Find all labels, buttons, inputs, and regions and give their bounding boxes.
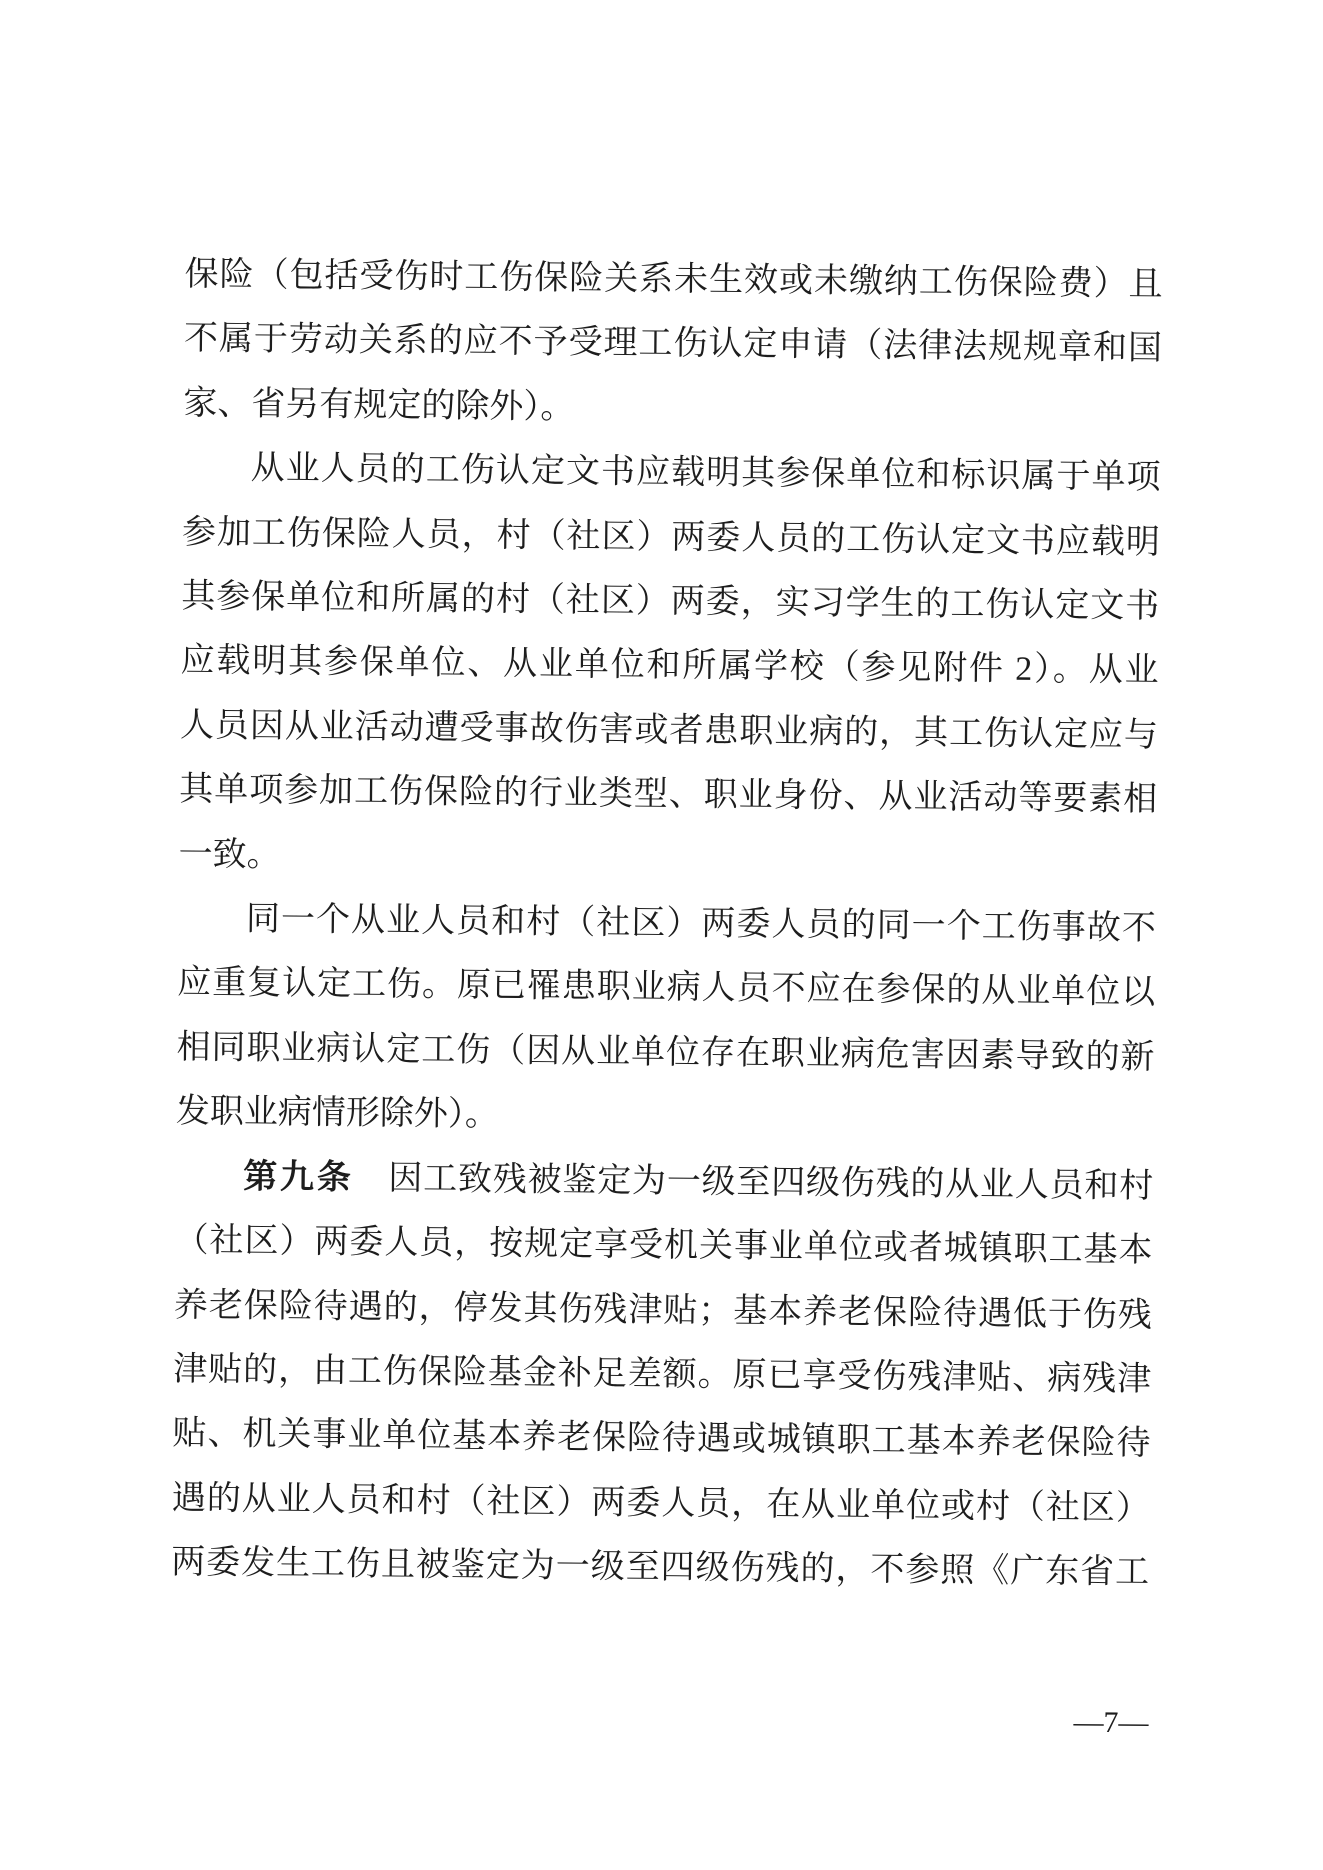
text-line: 津贴的，由工伤保险基金补足差额。原已享受伤残津贴、病残津 bbox=[173, 1350, 1152, 1399]
text-line: 养老保险待遇的，停发其伤残津贴；基本养老保险待遇低于伤残 bbox=[173, 1286, 1153, 1334]
page-number: —7— bbox=[1073, 1705, 1149, 1740]
text-line: 其单项参加工伤保险的行业类型、职业身份、从业活动等要素相 bbox=[179, 771, 1158, 819]
text-line: 发职业病情形除外）。 bbox=[175, 1093, 500, 1134]
article-number: 第九条 bbox=[243, 1158, 354, 1197]
text-line: 家、省另有规定的除外）。 bbox=[183, 384, 575, 426]
text-line: 两委发生工伤且被鉴定为一级至四级伤残的，不参照《广东省工 bbox=[170, 1544, 1150, 1592]
document-body bbox=[171, 243, 1163, 1606]
text-line: 从业人员的工伤认定文书应载明其参保单位和标识属于单项 bbox=[250, 449, 1161, 497]
text-line: （社区）两委人员，按规定享受机关事业单位或者城镇职工基本 bbox=[174, 1222, 1153, 1270]
text-line: 应载明其参保单位、从业单位和所属学校（参见附件 2）。从业 bbox=[180, 642, 1159, 690]
text-line: 遇的从业人员和村（社区）两委人员，在从业单位或村（社区） bbox=[171, 1479, 1150, 1527]
text-line: 不属于劳动关系的应不予受理工伤认定申请（法律法规规章和国 bbox=[183, 320, 1163, 368]
text-line: 其参保单位和所属的村（社区）两委，实习学生的工伤认定文书 bbox=[181, 578, 1160, 626]
text-line: 人员因从业活动遭受事故伤害或者患职业病的，其工伤认定应与 bbox=[179, 706, 1159, 755]
text-line: 参加工伤保险人员，村（社区）两委人员的工伤认定文书应载明 bbox=[181, 513, 1161, 561]
text-line: 第九条 因工致残被鉴定为一级至四级伤残的从业人员和村 bbox=[243, 1158, 1154, 1205]
text-line: 贴、机关事业单位基本养老保险待遇或城镇职工基本养老保险待 bbox=[172, 1415, 1151, 1463]
text-line: 同一个从业人员和村（社区）两委人员的同一个工伤事故不 bbox=[245, 900, 1157, 948]
text-line: 一致。 bbox=[178, 835, 281, 874]
text-line: 应重复认定工伤。原已罹患职业病人员不应在参保的从业单位以 bbox=[177, 964, 1156, 1012]
text-line: 相同职业病认定工伤（因从业单位存在职业病危害因素导致的新 bbox=[176, 1028, 1155, 1077]
text-line: 保险（包括受伤时工伤保险关系未生效或未缴纳工伤保险费）且 bbox=[184, 255, 1163, 304]
